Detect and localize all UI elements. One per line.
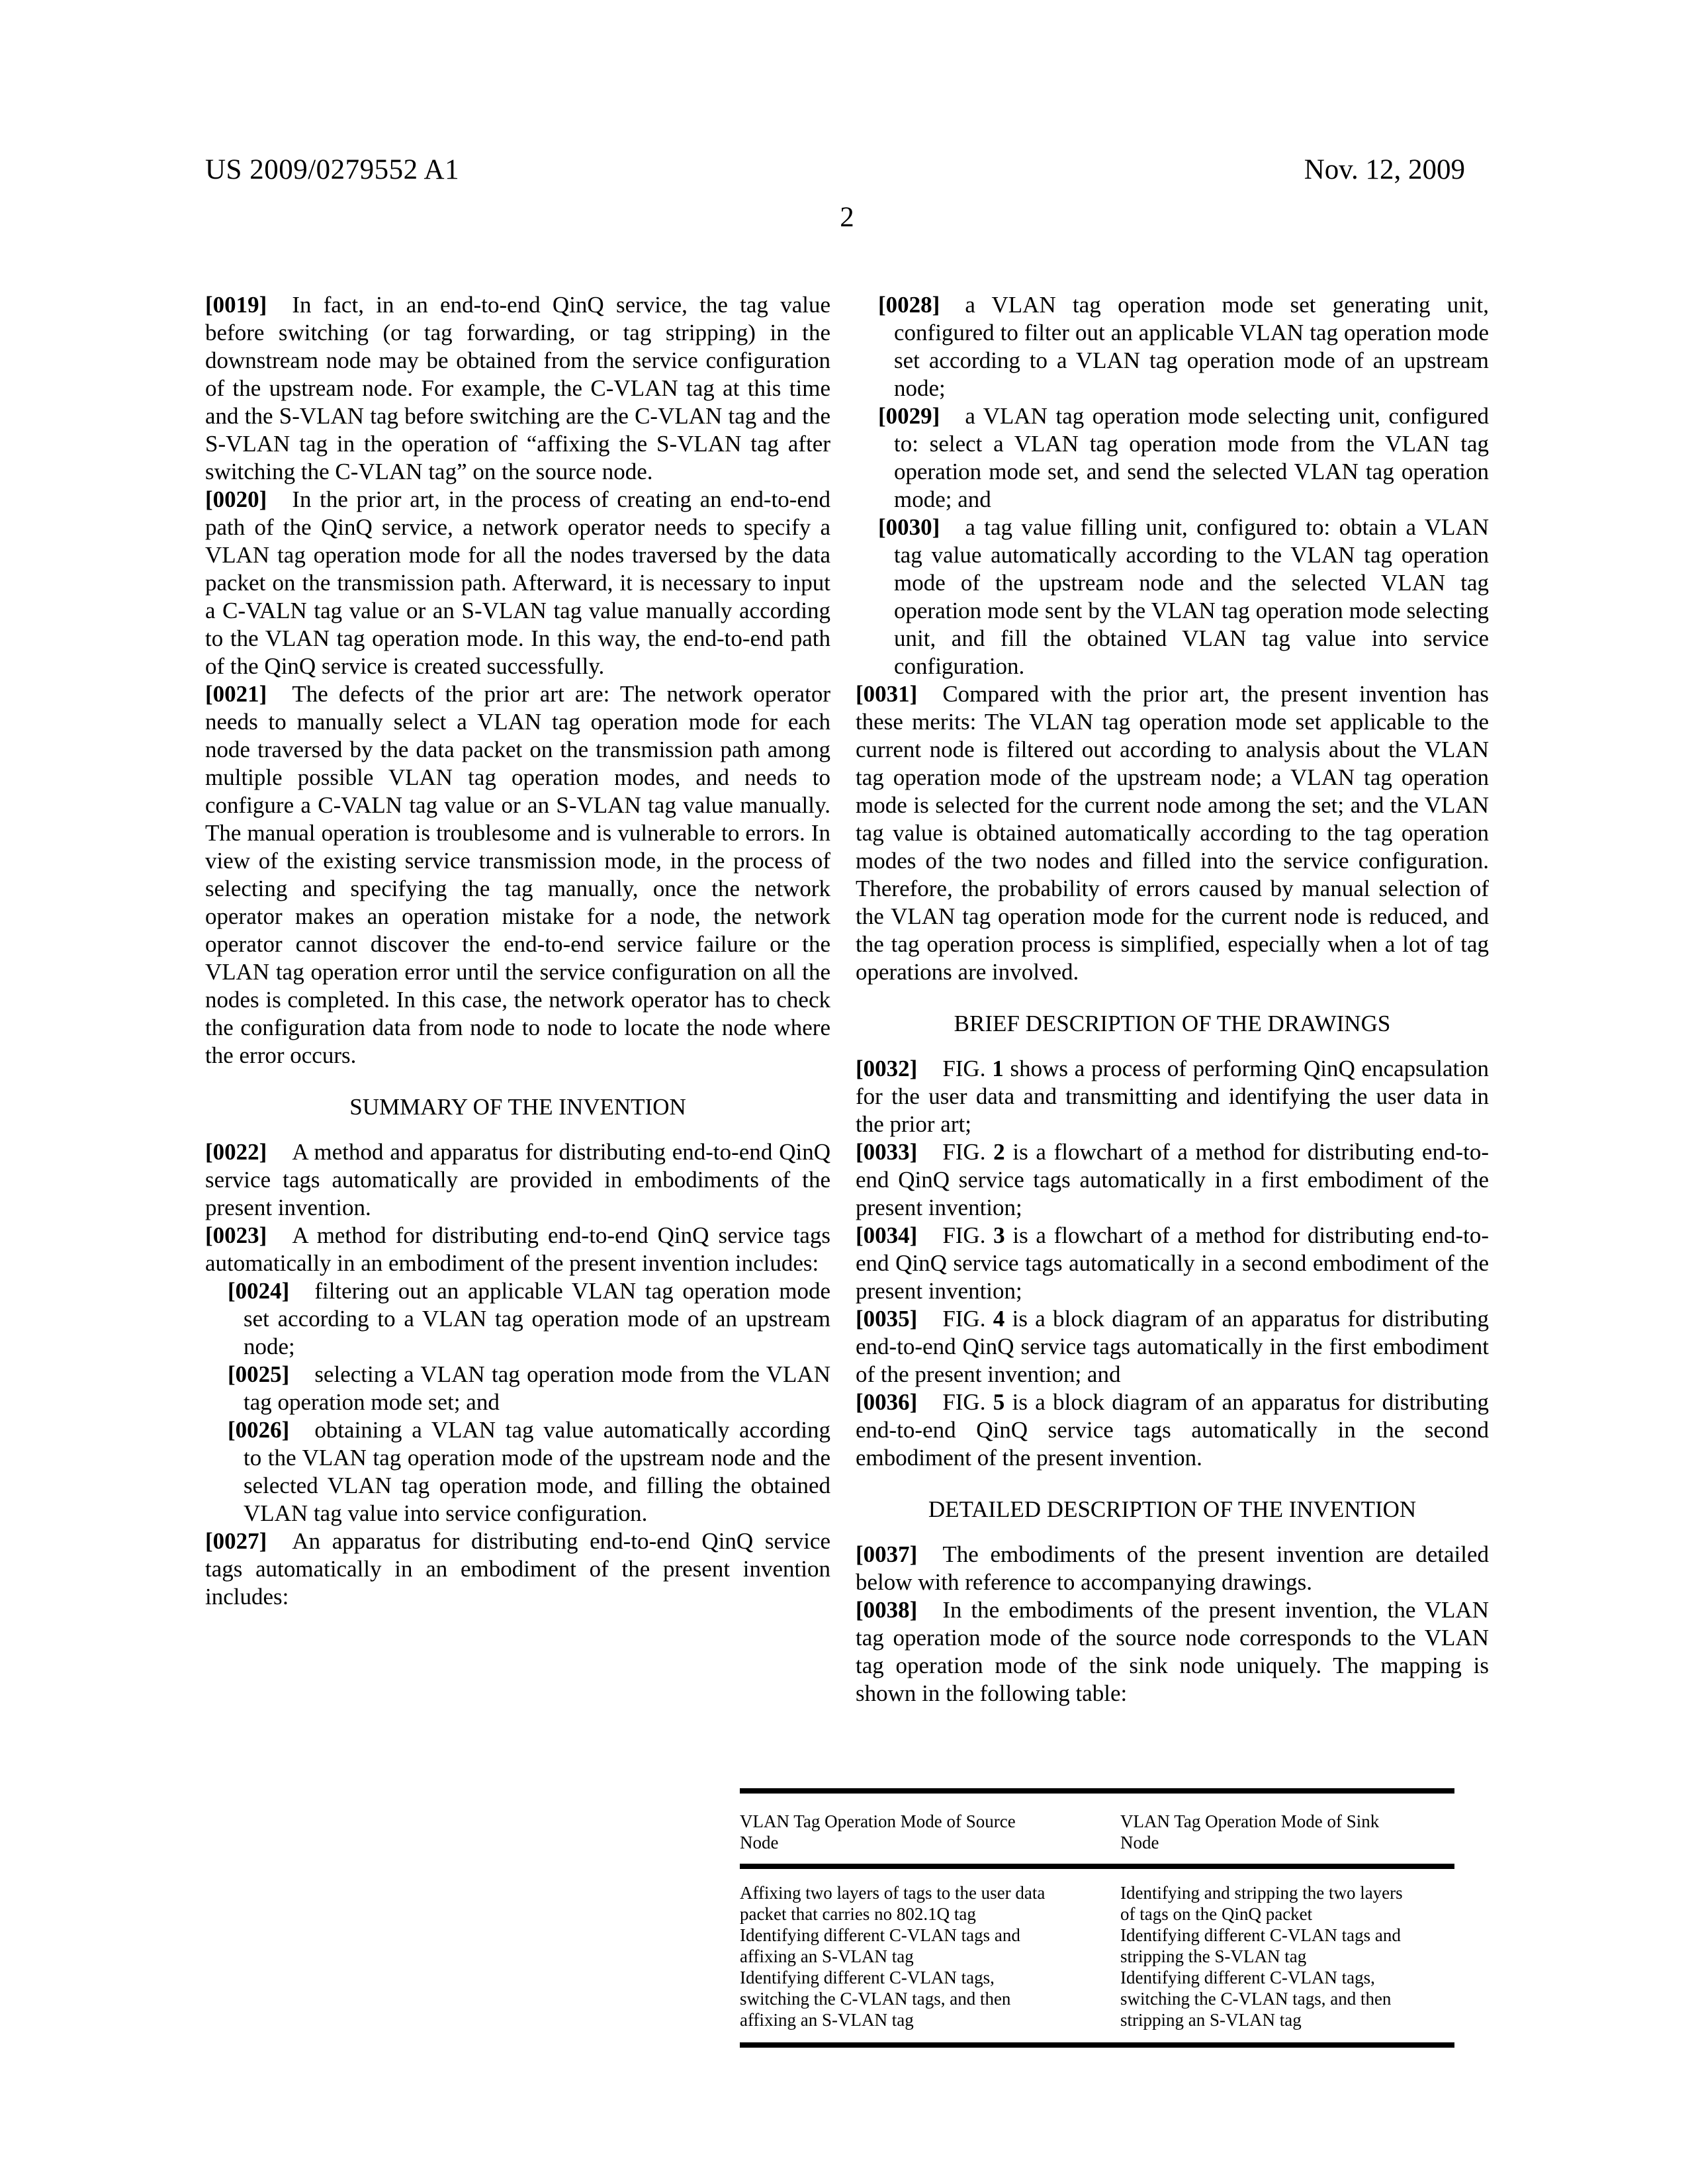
publication-date: Nov. 12, 2009: [1304, 154, 1465, 185]
figure-number: 2: [993, 1139, 1005, 1165]
paragraph-text: A method and apparatus for distributing end-to-end QinQ service tags automatically are provided in embodiments of the present invention.: [205, 1139, 830, 1220]
paragraph-text: Compared with the prior art, the present invention has these merits: The VLAN tag operation mode set applicable to the current node is filtered out according to analysis about the VLAN tag operation mode of the upstream node; a VLAN tag operation mode is selected for the current node among the set; and the VLAN tag value is obtained automatically according to the tag operation modes of the two nodes and filled into the service configuration. Therefore, the probability of errors caused by manual selection of the VLAN tag operation mode for the current node is reduced, and the tag operation process is simplified, especially when a lot of tag operations are involved.: [856, 681, 1489, 985]
paragraph-0019: [205, 291, 830, 486]
paragraph-number: [0021]: [205, 681, 267, 707]
paragraph-text: is a block diagram of an apparatus for distributing end-to-end QinQ service tags automatically in the first embodiment of the present invention; and: [856, 1306, 1489, 1387]
right-column: [856, 291, 1489, 1707]
paragraph-0025: [205, 1361, 830, 1416]
paragraph-0026: [205, 1416, 830, 1527]
paragraph-0032: [856, 1055, 1489, 1138]
paragraph-text: In the prior art, in the process of creating an end-to-end path of the QinQ service, a network operator needs to specify a VLAN tag operation mode for all the nodes traversed by the data packet on the transmission path. Afterward, it is necessary to input a C-VALN tag value or an S-VLAN tag value manually according to the VLAN tag operation mode. In this way, the end-to-end path of the QinQ service is created successfully.: [205, 486, 830, 679]
paragraph-text: FIG.: [942, 1306, 993, 1332]
table-cell: Identifying different C-VLAN tags and affixing an S-VLAN tag: [740, 1925, 1020, 1966]
paragraph-text: is a flowchart of a method for distributing end-to-end QinQ service tags automatically in a second embodiment of the present invention;: [856, 1222, 1489, 1304]
paragraph-number: [0022]: [205, 1139, 267, 1165]
paragraph-text: a VLAN tag operation mode set generating unit, configured to filter out an applicable VLAN tag operation mode set according to a VLAN tag operation mode of an upstream node;: [894, 292, 1489, 401]
paragraph-0027: [205, 1527, 830, 1611]
paragraph-0038: [856, 1596, 1489, 1707]
paragraph-text: FIG.: [942, 1139, 994, 1165]
paragraph-text: FIG.: [942, 1389, 993, 1415]
paragraph-0034: [856, 1222, 1489, 1305]
paragraph-number: [0031]: [856, 681, 918, 707]
paragraph-0022: [205, 1138, 830, 1222]
paragraph-0031: [856, 680, 1489, 986]
left-column: [205, 291, 830, 1611]
table-head: [740, 1791, 1454, 1866]
paragraph-text: is a flowchart of a method for distributing end-to-end QinQ service tags automatically in a first embodiment of the present invention;: [856, 1139, 1489, 1220]
paragraph-0028: [856, 291, 1489, 402]
paragraph-text: a tag value filling unit, configured to: obtain a VLAN tag value automatically according to the VLAN tag operation mode of the upstream node and the selected VLAN tag operation mode sent by the VLAN tag operation mode selecting unit, and fill the obtained VLAN tag value into service configuration.: [894, 514, 1489, 679]
paragraph-number: [0038]: [856, 1597, 918, 1623]
table-row: [740, 1866, 1454, 1925]
page-number: 2: [840, 202, 854, 233]
paragraph-text: FIG.: [942, 1056, 993, 1081]
table-row: [740, 1967, 1454, 2045]
paragraph-number: [0025]: [228, 1361, 290, 1387]
table-header-cell: VLAN Tag Operation Mode of Sink Node: [1120, 1791, 1454, 1866]
paragraph-text: obtaining a VLAN tag value automatically according to the VLAN tag operation mode of the upstream node and the selected VLAN tag operation mode, and filling the obtained VLAN tag value into service configuration.: [244, 1417, 830, 1526]
section-heading: BRIEF DESCRIPTION OF THE DRAWINGS: [954, 1011, 1391, 1036]
paragraph-0036: [856, 1388, 1489, 1472]
table-cell: Identifying and stripping the two layers of tags on the QinQ packet: [1120, 1883, 1403, 1924]
paragraph-text: In fact, in an end-to-end QinQ service, the tag value before switching (or tag forwarding, or tag stripping) in the downstream node may be obtained from the service configuration of the upstream node. For example, the C-VLAN tag at this time and the S-VLAN tag before switching are the C-VLAN tag and the S-VLAN tag in the operation of “affixing the S-VLAN tag after switching the C-VLAN tag” on the source node.: [205, 292, 830, 484]
paragraph-number: [0019]: [205, 292, 267, 318]
vlan-mapping-table-wrap: [740, 1788, 1454, 2048]
paragraph-number: [0024]: [228, 1278, 290, 1304]
paragraph-number: [0034]: [856, 1222, 918, 1248]
paragraph-text: The embodiments of the present invention are detailed below with reference to accompanying drawings.: [856, 1541, 1489, 1595]
patent-number: US 2009/0279552 A1: [205, 154, 460, 185]
figure-number: 1: [992, 1056, 1004, 1081]
paragraph-text: FIG.: [942, 1222, 994, 1248]
paragraph-text: An apparatus for distributing end-to-end QinQ service tags automatically in an embodiment of the present invention includes:: [205, 1528, 830, 1610]
table-cell: Identifying different C-VLAN tags and stripping the S-VLAN tag: [1120, 1925, 1401, 1966]
paragraph-number: [0036]: [856, 1389, 918, 1415]
paragraph-text: The defects of the prior art are: The network operator needs to manually select a VLAN tag operation mode for each node traversed by the data packet on the transmission path among multiple possible VLAN tag operation modes, and needs to configure a C-VALN tag value or an S-VLAN tag value manually. The manual operation is troublesome and is vulnerable to errors. In view of the existing service transmission mode, in the process of selecting and specifying the tag manually, once the network operator makes an operation mistake for a node, the network operator cannot discover the end-to-end service failure or the VLAN tag operation error until the service configuration on all the nodes is completed. In this case, the network operator has to check the configuration data from node to node to locate the node where the error occurs.: [205, 681, 830, 1068]
paragraph-0030: [856, 514, 1489, 680]
paragraph-0023: [205, 1222, 830, 1277]
paragraph-0021: [205, 680, 830, 1069]
figure-number: 4: [993, 1306, 1005, 1332]
paragraph-text: a VLAN tag operation mode selecting unit, configured to: select a VLAN tag operation mode from the VLAN tag operation mode set, and send the selected VLAN tag operation mode; and: [894, 403, 1489, 512]
figure-number: 5: [993, 1389, 1005, 1415]
paragraph-number: [0037]: [856, 1541, 918, 1567]
paragraph-text: selecting a VLAN tag operation mode from the VLAN tag operation mode set; and: [244, 1361, 830, 1415]
table-row: [740, 1925, 1454, 1967]
paragraph-text: shows a process of performing QinQ encapsulation for the user data and transmitting and identifying the user data in the prior art;: [856, 1056, 1489, 1137]
paragraph-0029: [856, 402, 1489, 514]
paragraph-text: In the embodiments of the present invention, the VLAN tag operation mode of the source node corresponds to the VLAN tag operation mode of the sink node uniquely. The mapping is shown in the following table:: [856, 1597, 1489, 1706]
paragraph-0037: [856, 1541, 1489, 1596]
paragraph-0035: [856, 1305, 1489, 1388]
paragraph-number: [0029]: [878, 403, 940, 429]
paragraph-number: [0026]: [228, 1417, 290, 1443]
table-cell: Identifying different C-VLAN tags, switching the C-VLAN tags, and then affixing an S-VLAN tag: [740, 1968, 1011, 2030]
table-header-cell: VLAN Tag Operation Mode of Source Node: [740, 1791, 1120, 1866]
paragraph-number: [0023]: [205, 1222, 267, 1248]
section-heading: SUMMARY OF THE INVENTION: [349, 1094, 686, 1120]
paragraph-number: [0028]: [878, 292, 940, 318]
paragraph-number: [0032]: [856, 1056, 918, 1081]
paragraph-number: [0020]: [205, 486, 267, 512]
paragraph-text: is a block diagram of an apparatus for distributing end-to-end QinQ service tags automatically in the second embodiment of the present invention.: [856, 1389, 1489, 1471]
paragraph-number: [0035]: [856, 1306, 918, 1332]
paragraph-number: [0030]: [878, 514, 940, 540]
vlan-mapping-table: [740, 1788, 1454, 2048]
paragraph-number: [0027]: [205, 1528, 267, 1554]
paragraph-0033: [856, 1138, 1489, 1222]
paragraph-text: A method for distributing end-to-end QinQ service tags automatically in an embodiment of the present invention includes:: [205, 1222, 830, 1276]
table-body: [740, 1866, 1454, 2045]
paragraph-number: [0033]: [856, 1139, 918, 1165]
section-heading: DETAILED DESCRIPTION OF THE INVENTION: [928, 1496, 1417, 1522]
paragraph-0024: [205, 1277, 830, 1361]
figure-number: 3: [993, 1222, 1005, 1248]
paragraph-0020: [205, 486, 830, 680]
table-cell: Affixing two layers of tags to the user data packet that carries no 802.1Q tag: [740, 1883, 1046, 1924]
paragraph-text: filtering out an applicable VLAN tag operation mode set according to a VLAN tag operation mode of an upstream node;: [244, 1278, 830, 1359]
table-cell: Identifying different C-VLAN tags, switching the C-VLAN tags, and then stripping an S-VLAN tag: [1120, 1968, 1392, 2030]
